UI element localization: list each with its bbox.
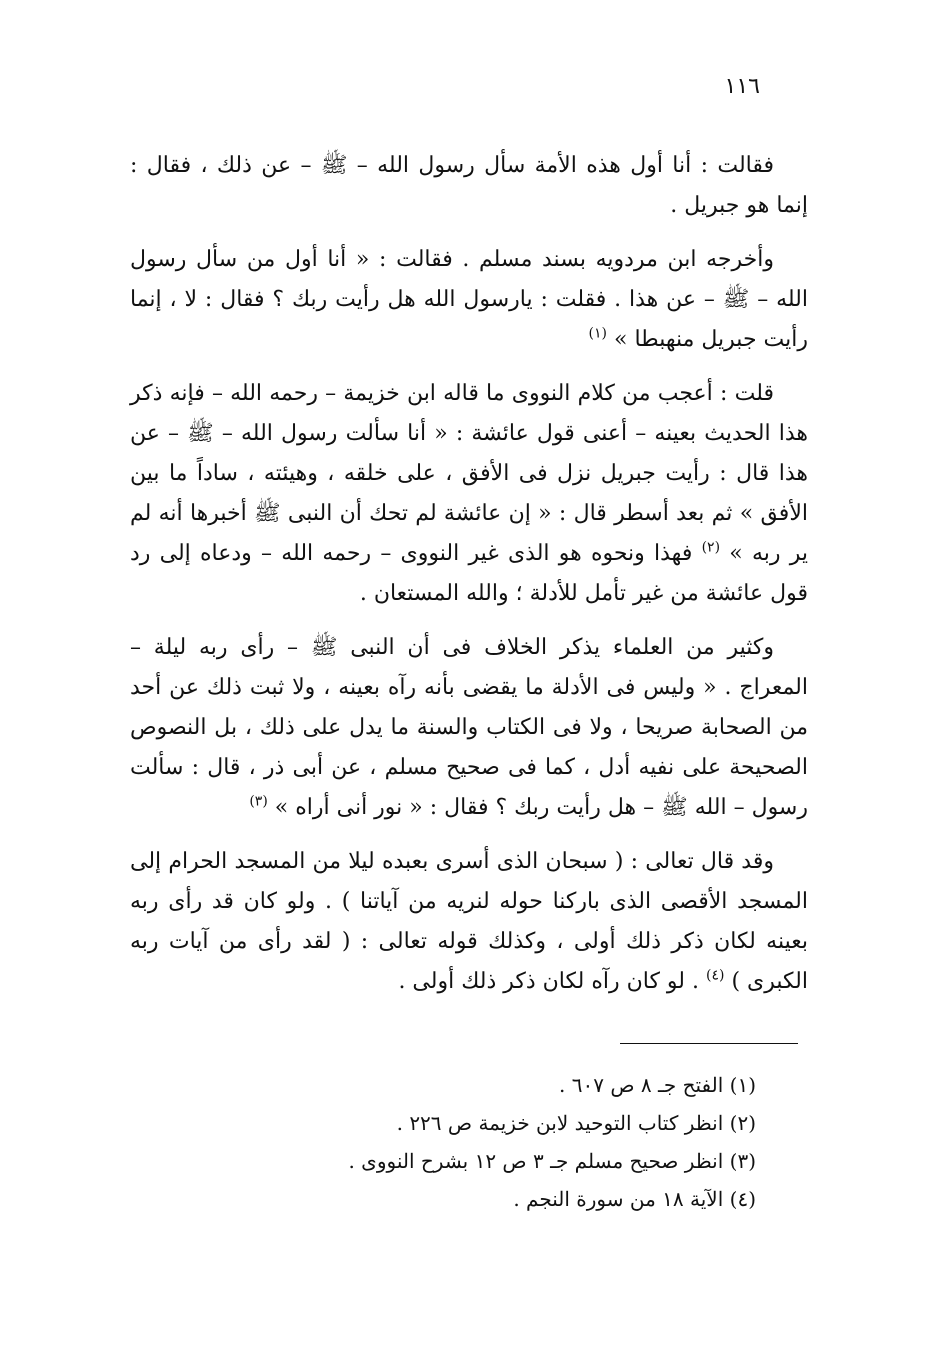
footnote-ref-3[interactable]: (٣) (249, 793, 268, 810)
paragraph-5: وقد قال تعالى : ( سبحان الذى أسرى بعبده ليلا من المسجد الحرام إلى المسجد الأقصى الذى باركنا حوله لنريه من آياتنا ) . ولو كان قد رأى ربه بعينه لكان ذكر ذلك أولى ، وكذلك قوله تعالى : ( لقد رأى من آيات ربه الكبرى ) $^{(٤)}$ . لو كان رآه لكان ذكر ذلك أولى . (130, 849, 808, 994)
footnote-4: (٤) الآية ١٨ من سورة النجم . (513, 1187, 756, 1211)
footnote-ref-1[interactable]: (١) (588, 325, 607, 342)
footnote-ref-2[interactable]: (٢) (701, 539, 721, 556)
footnote-2: (٢) انظر كتاب التوحيد لابن خزيمة ص ٢٢٦ . (396, 1111, 756, 1135)
footnotes-section (256, 1066, 756, 1218)
footnote-ref-4[interactable]: (٤) (705, 967, 725, 984)
paragraph-2: وأخرجه ابن مردويه بسند مسلم . فقالت : « أنا أول من سأل رسول الله – ﷺ – عن هذا . فقلت : يارسول الله هل رأيت ربك ؟ فقال : لا ، إنما رأيت جبريل منهبطا » $^{(١)}$ (130, 247, 808, 352)
paragraph-4: وكثير من العلماء يذكر الخلاف فى أن النبى ﷺ – رأى ربه ليلة – المعراج . « وليس فى الأدلة ما يقضى بأنه رآه بعينه ، ولا ثبت ذلك عن أحد من الصحابة صريحا ، ولا فى الكتاب والسنة ما يدل على ذلك ، بل النصوص الصحيحة على نفيه أدل ، كما فى صحيح مسلم ، عن أبى ذر ، قال : سألت رسول – الله ﷺ – هل رأيت ربك ؟ فقال : « نور أنى أراه » $^{(٣)}$ (130, 635, 808, 820)
paragraph-1: فقالت : أنا أول هذه الأمة سأل رسول الله – ﷺ – عن ذلك ، فقال : إنما هو جبريل . (130, 153, 808, 218)
main-text (130, 146, 808, 1016)
footnote-1: (١) الفتح جـ ٨ ص ٦٠٧ . (559, 1073, 756, 1097)
page-number: ١١٦ (724, 74, 760, 99)
paragraph-3: قلت : أعجب من كلام النووى ما قاله ابن خزيمة – رحمه الله – فإنه ذكر هذا الحديث بعينه – أعنى قول عائشة : « أنا سألت رسول الله – ﷺ – عن هذا قال : رأيت جبريل نزل فى الأفق ، على خلقه ، وهيئته ، ساداً ما بين الأفق » ثم بعد أسطر قال : « إن عائشة لم تحك أن النبى ﷺ أخبرها أنه لم ير ربه » $^{(٢)}$ فهذا ونحوه هو الذى غير النووى – رحمه الله – ودعاه إلى رد قول عائشة من غير تأمل للأدلة ؛ والله المستعان . (130, 381, 808, 606)
footnote-separator-line (620, 1043, 798, 1044)
footnote-3: (٣) انظر صحيح مسلم جـ ٣ ص ١٢ بشرح النووى . (348, 1149, 756, 1173)
